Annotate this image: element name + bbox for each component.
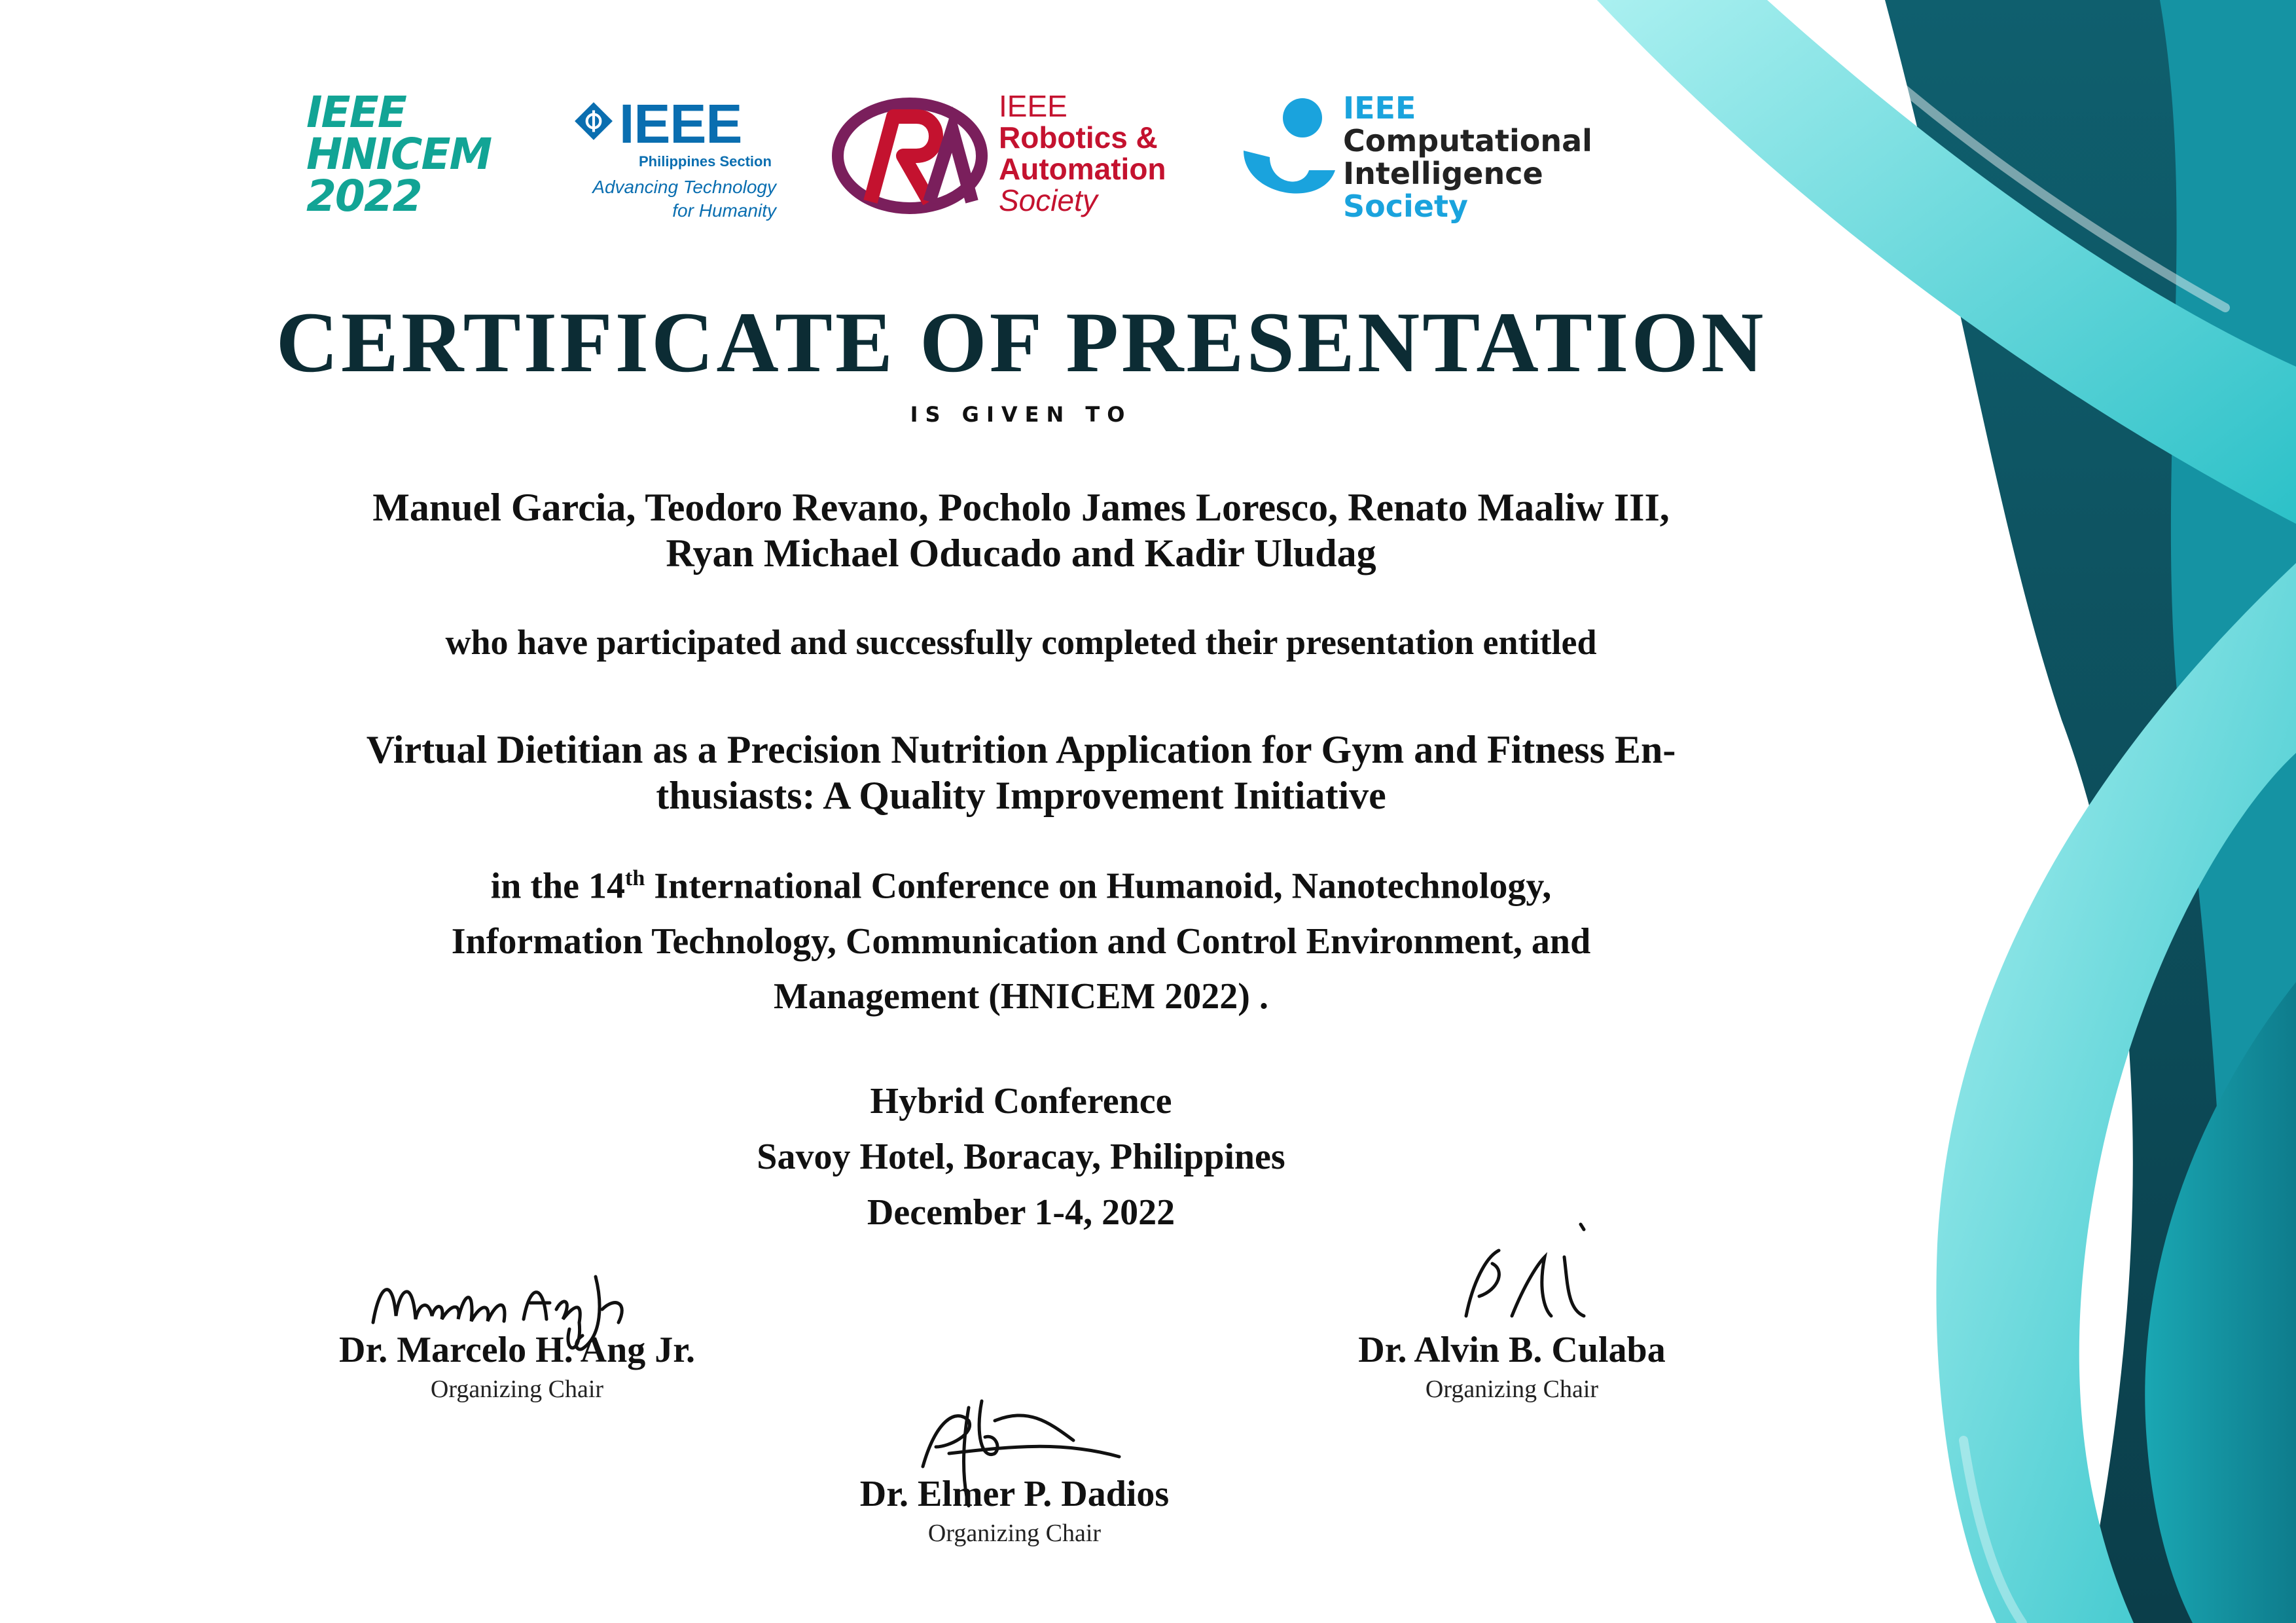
- logo-text: Society: [1343, 189, 1468, 224]
- recipient-names-line: Manuel Garcia, Teodoro Revano, Pocholo James Loresco, Renato Maaliw III,: [372, 486, 1670, 529]
- signatory-role: Organizing Chair: [927, 1520, 1102, 1547]
- conference-name: [223, 851, 1820, 1024]
- logo-text: Robotics &: [999, 120, 1158, 155]
- ieee-diamond-icon: [573, 101, 614, 141]
- logo-text: Computational: [1343, 123, 1592, 158]
- conference-line: [223, 851, 1820, 914]
- certificate-title: CERTIFICATE OF PRESENTATION: [276, 294, 1767, 390]
- signatory-culaba: [1283, 1329, 1741, 1404]
- recipient-names: [223, 484, 1820, 576]
- ordinal-suffix: th: [625, 866, 645, 890]
- logo-text: IEEE: [999, 89, 1067, 123]
- logo-text: IEEE: [306, 87, 406, 137]
- paper-title-line: thusiasts: A Quality Improvement Initiative: [656, 774, 1386, 817]
- conference-prefix: in the 14: [490, 866, 626, 907]
- logo-text: Intelligence: [1343, 156, 1543, 191]
- paper-title-line: Virtual Dietitian as a Precision Nutrition Application for Gym and Fitness En-: [366, 728, 1676, 771]
- logo-text: Automation: [999, 152, 1166, 186]
- signatory-dadios: [785, 1473, 1244, 1548]
- logo-text: for Humanity: [672, 200, 776, 221]
- venue-block: [223, 1074, 1820, 1241]
- signatory-name: Dr. Alvin B. Culaba: [1358, 1330, 1666, 1370]
- logo-tagline: [573, 175, 776, 223]
- logo-text: Philippines Section: [639, 153, 772, 170]
- signatory-role: Organizing Chair: [430, 1376, 604, 1403]
- logo-text: Society: [999, 183, 1098, 217]
- hnicem-2022-logo: [306, 87, 522, 221]
- venue-location: Savoy Hotel, Boracay, Philippines: [757, 1137, 1285, 1177]
- ras-emblem-icon: [831, 90, 988, 221]
- ieee-philippines-logo: [573, 93, 789, 229]
- cis-emblem-icon: [1230, 92, 1342, 223]
- logo-text: 2022: [306, 171, 422, 221]
- conference-line: Information Technology, Communication and Control Environment, and: [451, 921, 1591, 962]
- conference-dates: December 1-4, 2022: [867, 1192, 1175, 1233]
- logo-text: IEEE: [619, 93, 742, 155]
- cis-logo-text: [1343, 92, 1592, 223]
- signatory-ang: [288, 1329, 746, 1404]
- signature-culaba: [1453, 1218, 1604, 1329]
- participation-statement: who have participated and successfully completed their presentation entitled: [445, 623, 1597, 662]
- ras-logo-text: [999, 90, 1166, 216]
- signatory-role: Organizing Chair: [1425, 1376, 1599, 1403]
- ieee-cis-logo: [1230, 92, 1597, 229]
- logo-text: IEEE: [1343, 90, 1416, 126]
- signatory-name: Dr. Elmer P. Dadios: [859, 1474, 1170, 1514]
- signatory-name: Dr. Marcelo H. Ang Jr.: [339, 1330, 695, 1370]
- conference-line: Management (HNICEM 2022) .: [774, 976, 1268, 1017]
- conference-format: Hybrid Conference: [870, 1081, 1172, 1122]
- logo-text: Advancing Technology: [592, 177, 776, 197]
- ieee-ras-logo: [831, 90, 1198, 221]
- paper-title: [223, 727, 1820, 818]
- recipient-names-line: Ryan Michael Oducado and Kadir Uludag: [666, 532, 1376, 575]
- logo-text: HNICEM: [306, 129, 492, 179]
- given-to-label: IS GIVEN TO: [910, 402, 1132, 427]
- conference-line-rest: International Conference on Humanoid, Nanotechnology,: [645, 866, 1552, 907]
